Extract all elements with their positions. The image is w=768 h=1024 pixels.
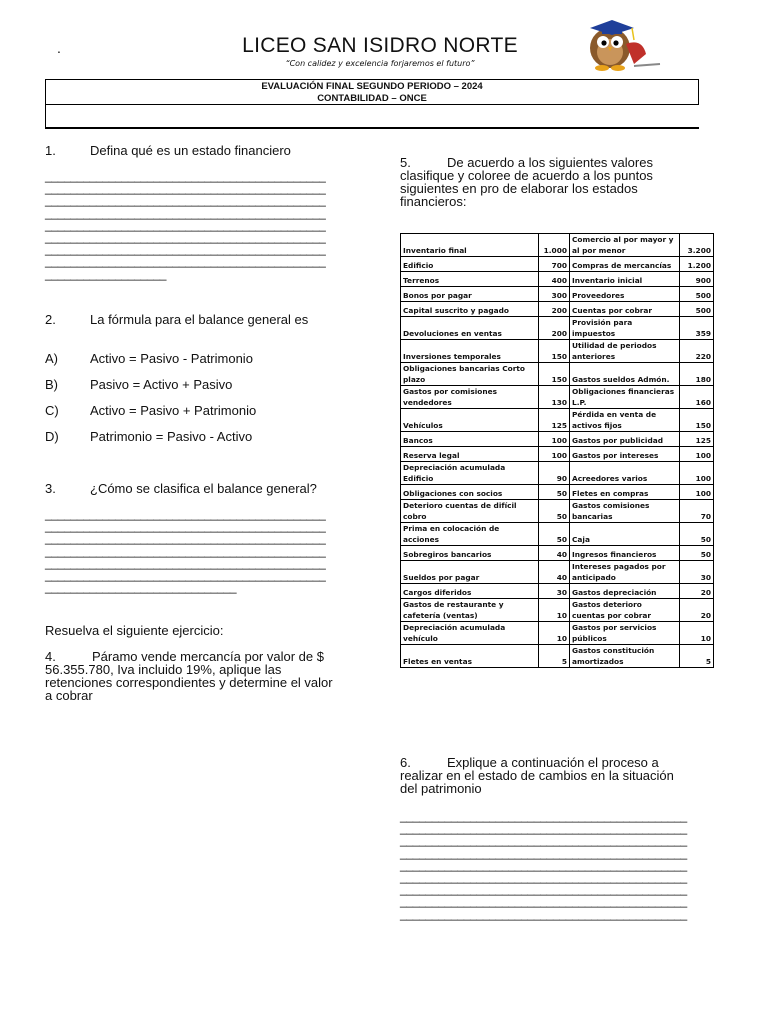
- account-value-cell[interactable]: 180: [680, 363, 714, 386]
- account-name-cell[interactable]: Gastos por intereses: [570, 447, 680, 462]
- account-value-cell[interactable]: 150: [680, 409, 714, 432]
- question-text: ¿Cómo se clasifica el balance general?: [90, 481, 317, 496]
- question-text-line: financieros:: [400, 194, 467, 209]
- account-name-cell[interactable]: Fletes en compras: [570, 485, 680, 500]
- account-name-cell[interactable]: Obligaciones con socios: [401, 485, 539, 500]
- table-row: [401, 272, 714, 287]
- account-value-cell[interactable]: 150: [539, 363, 570, 386]
- account-name-cell[interactable]: Gastos por publicidad: [570, 432, 680, 447]
- table-row: [401, 599, 714, 622]
- account-value-cell[interactable]: 400: [539, 272, 570, 287]
- account-value-cell[interactable]: 5: [539, 645, 570, 668]
- account-name-cell[interactable]: Acreedores varios: [570, 462, 680, 485]
- account-name-cell[interactable]: Obligaciones financieras L.P.: [570, 386, 680, 409]
- option-letter: A): [45, 351, 58, 366]
- question-number: 3.: [45, 481, 56, 496]
- exam-subject: CONTABILIDAD – ONCE: [317, 93, 427, 104]
- account-value-cell[interactable]: 30: [680, 561, 714, 584]
- account-name-cell[interactable]: Devoluciones en ventas: [401, 317, 539, 340]
- account-value-cell[interactable]: 100: [539, 432, 570, 447]
- question-number: 1.: [45, 143, 56, 158]
- account-value-cell[interactable]: 200: [539, 317, 570, 340]
- account-value-cell[interactable]: 30: [539, 584, 570, 599]
- accounts-table: [400, 233, 714, 668]
- account-value-cell[interactable]: 125: [680, 432, 714, 447]
- question-text-line: 56.355.780, Iva incluido 19%, aplique las: [45, 662, 282, 677]
- table-row: [401, 485, 714, 500]
- option-text: Pasivo = Activo + Pasivo: [90, 377, 233, 392]
- account-value-cell[interactable]: 130: [539, 386, 570, 409]
- account-name-cell[interactable]: Pérdida en venta de activos fijos: [570, 409, 680, 432]
- table-row: [401, 386, 714, 409]
- account-name-cell[interactable]: Cuentas por cobrar: [570, 302, 680, 317]
- question-text-line: a cobrar: [45, 688, 93, 703]
- account-name-cell[interactable]: Depreciación acumulada Edificio: [401, 462, 539, 485]
- answer-lines-q6[interactable]: _____________________________________________ _____________________________________________ _____________________________________________ _____________________________________________ _____________________________________________ _____________________________________________ _____________________________________________ _____________________________________________ _____________________________________________: [400, 809, 687, 921]
- account-value-cell[interactable]: 160: [680, 386, 714, 409]
- table-row: [401, 645, 714, 668]
- account-value-cell[interactable]: 50: [539, 500, 570, 523]
- table-row: [401, 432, 714, 447]
- question-2: [45, 313, 308, 327]
- header-dot: .: [57, 40, 61, 56]
- answer-lines-q1[interactable]: ____________________________________________ ____________________________________________ ____________________________________________ ____________________________________________ ____________________________________________ ____________________________________________ ____________________________________________ ____________________________________________ ___________________: [45, 169, 326, 281]
- table-row: [401, 409, 714, 432]
- account-name-cell[interactable]: Utilidad de periodos anteriores: [570, 340, 680, 363]
- account-value-cell[interactable]: 10: [539, 622, 570, 645]
- account-value-cell[interactable]: 100: [680, 447, 714, 462]
- question-text-line: siguientes en pro de elaborar los estados: [400, 181, 638, 196]
- account-name-cell[interactable]: Bonos por pagar: [401, 287, 539, 302]
- account-value-cell[interactable]: 10: [680, 622, 714, 645]
- table-row: [401, 234, 714, 257]
- question-text-line: retenciones correspondientes y determine el valor: [45, 675, 333, 690]
- question-6: [400, 756, 720, 795]
- account-name-cell[interactable]: Inversiones temporales: [401, 340, 539, 363]
- question-1: [45, 144, 291, 158]
- account-value-cell[interactable]: 50: [680, 546, 714, 561]
- account-value-cell[interactable]: 1.200: [680, 257, 714, 272]
- table-row: [401, 257, 714, 272]
- account-name-cell[interactable]: Sobregiros bancarios: [401, 546, 539, 561]
- account-name-cell[interactable]: Deterioro cuentas de difícil cobro: [401, 500, 539, 523]
- account-name-cell[interactable]: Provisión para impuestos: [570, 317, 680, 340]
- question-text-line: del patrimonio: [400, 781, 482, 796]
- account-value-cell[interactable]: 90: [539, 462, 570, 485]
- table-row: [401, 340, 714, 363]
- account-value-cell[interactable]: 300: [539, 287, 570, 302]
- account-name-cell[interactable]: Inventario inicial: [570, 272, 680, 287]
- exam-header-blank-row: [45, 104, 699, 129]
- table-row: [401, 546, 714, 561]
- question-text-line: realizar en el estado de cambios en la situación: [400, 768, 674, 783]
- option-b[interactable]: [45, 377, 232, 392]
- question-number: 6.: [400, 755, 411, 770]
- school-motto: “Con calidez y excelencia forjaremos el futuro”: [285, 59, 475, 68]
- account-name-cell[interactable]: Capital suscrito y pagado: [401, 302, 539, 317]
- option-text: Activo = Pasivo - Patrimonio: [90, 351, 253, 366]
- table-row: [401, 317, 714, 340]
- option-letter: D): [45, 429, 59, 444]
- question-number: 2.: [45, 312, 56, 327]
- account-value-cell[interactable]: 500: [680, 302, 714, 317]
- account-name-cell[interactable]: Comercio al por mayor y al por menor: [570, 234, 680, 257]
- table-row: [401, 500, 714, 523]
- option-c[interactable]: [45, 403, 256, 418]
- account-value-cell[interactable]: 10: [539, 599, 570, 622]
- question-number: 4.: [45, 649, 56, 664]
- exercise-intro: Resuelva el siguiente ejercicio:: [45, 623, 224, 638]
- account-name-cell[interactable]: Terrenos: [401, 272, 539, 287]
- account-name-cell[interactable]: Gastos constitución amortizados: [570, 645, 680, 668]
- account-name-cell[interactable]: Proveedores: [570, 287, 680, 302]
- table-row: [401, 561, 714, 584]
- account-name-cell[interactable]: Cargos diferidos: [401, 584, 539, 599]
- account-name-cell[interactable]: Gastos deterioro cuentas por cobrar: [570, 599, 680, 622]
- option-d[interactable]: [45, 429, 252, 444]
- account-value-cell[interactable]: 3.200: [680, 234, 714, 257]
- account-name-cell[interactable]: Intereses pagados por anticipado: [570, 561, 680, 584]
- account-name-cell[interactable]: Bancos: [401, 432, 539, 447]
- option-text: Activo = Pasivo + Patrimonio: [90, 403, 257, 418]
- accounts-table-body: [401, 234, 714, 668]
- question-text-line: Explique a continuación el proceso a: [447, 755, 659, 770]
- account-value-cell[interactable]: 100: [680, 462, 714, 485]
- account-value-cell[interactable]: 40: [539, 546, 570, 561]
- question-5: [400, 156, 720, 208]
- exam-title: EVALUACIÓN FINAL SEGUNDO PERIODO – 2024: [261, 81, 483, 92]
- account-value-cell[interactable]: 20: [680, 584, 714, 599]
- account-name-cell[interactable]: Gastos depreciación: [570, 584, 680, 599]
- table-row: [401, 363, 714, 386]
- question-4: [45, 650, 365, 702]
- account-value-cell[interactable]: 359: [680, 317, 714, 340]
- exam-header-box: [45, 79, 699, 105]
- account-value-cell[interactable]: 100: [539, 447, 570, 462]
- account-name-cell[interactable]: Gastos de restaurante y cafetería (ventas): [401, 599, 539, 622]
- account-value-cell[interactable]: 50: [539, 485, 570, 500]
- answer-lines-q3[interactable]: ____________________________________________ ____________________________________________ ____________________________________________ ____________________________________________ ____________________________________________ ____________________________________________ ______________________________: [45, 507, 326, 595]
- account-value-cell[interactable]: 20: [680, 599, 714, 622]
- table-row: [401, 447, 714, 462]
- table-row: [401, 302, 714, 317]
- account-name-cell[interactable]: Depreciación acumulada vehículo: [401, 622, 539, 645]
- account-name-cell[interactable]: Vehículos: [401, 409, 539, 432]
- account-value-cell[interactable]: 500: [680, 287, 714, 302]
- owl-mascot-logo: [572, 14, 662, 72]
- account-name-cell[interactable]: Compras de mercancías: [570, 257, 680, 272]
- account-name-cell[interactable]: Gastos comisiones bancarias: [570, 500, 680, 523]
- question-number: 5.: [400, 155, 411, 170]
- account-value-cell[interactable]: 5: [680, 645, 714, 668]
- account-name-cell[interactable]: Fletes en ventas: [401, 645, 539, 668]
- account-name-cell[interactable]: Edificio: [401, 257, 539, 272]
- account-value-cell[interactable]: 50: [539, 523, 570, 546]
- account-name-cell[interactable]: Gastos por comisiones vendedores: [401, 386, 539, 409]
- option-letter: C): [45, 403, 59, 418]
- table-row: [401, 523, 714, 546]
- account-value-cell[interactable]: 70: [680, 500, 714, 523]
- table-row: [401, 287, 714, 302]
- account-name-cell[interactable]: Sueldos por pagar: [401, 561, 539, 584]
- table-row: [401, 462, 714, 485]
- question-text: Defina qué es un estado financiero: [90, 143, 291, 158]
- question-text-line: clasifique y coloree de acuerdo a los puntos: [400, 168, 653, 183]
- question-3: [45, 482, 317, 496]
- account-value-cell[interactable]: 40: [539, 561, 570, 584]
- question-text-line: De acuerdo a los siguientes valores: [447, 155, 653, 170]
- table-row: [401, 584, 714, 599]
- account-value-cell[interactable]: 1.000: [539, 234, 570, 257]
- account-value-cell[interactable]: 700: [539, 257, 570, 272]
- account-name-cell[interactable]: Ingresos financieros: [570, 546, 680, 561]
- account-name-cell[interactable]: Obligaciones bancarias Corto plazo: [401, 363, 539, 386]
- account-name-cell[interactable]: Gastos sueldos Admón.: [570, 363, 680, 386]
- option-letter: B): [45, 377, 58, 392]
- account-name-cell[interactable]: Gastos por servicios públicos: [570, 622, 680, 645]
- question-text-line: Páramo vende mercancía por valor de $: [92, 649, 324, 664]
- account-value-cell[interactable]: 100: [680, 485, 714, 500]
- account-name-cell[interactable]: Caja: [570, 523, 680, 546]
- account-name-cell[interactable]: Reserva legal: [401, 447, 539, 462]
- account-value-cell[interactable]: 150: [539, 340, 570, 363]
- account-name-cell[interactable]: Prima en colocación de acciones: [401, 523, 539, 546]
- option-a[interactable]: [45, 351, 253, 366]
- account-value-cell[interactable]: 50: [680, 523, 714, 546]
- account-value-cell[interactable]: 900: [680, 272, 714, 287]
- account-value-cell[interactable]: 125: [539, 409, 570, 432]
- question-text: La fórmula para el balance general es: [90, 312, 309, 327]
- option-text: Patrimonio = Pasivo - Activo: [90, 429, 253, 444]
- account-value-cell[interactable]: 220: [680, 340, 714, 363]
- table-row: [401, 622, 714, 645]
- school-title: LICEO SAN ISIDRO NORTE: [242, 34, 518, 57]
- account-value-cell[interactable]: 200: [539, 302, 570, 317]
- account-name-cell[interactable]: Inventario final: [401, 234, 539, 257]
